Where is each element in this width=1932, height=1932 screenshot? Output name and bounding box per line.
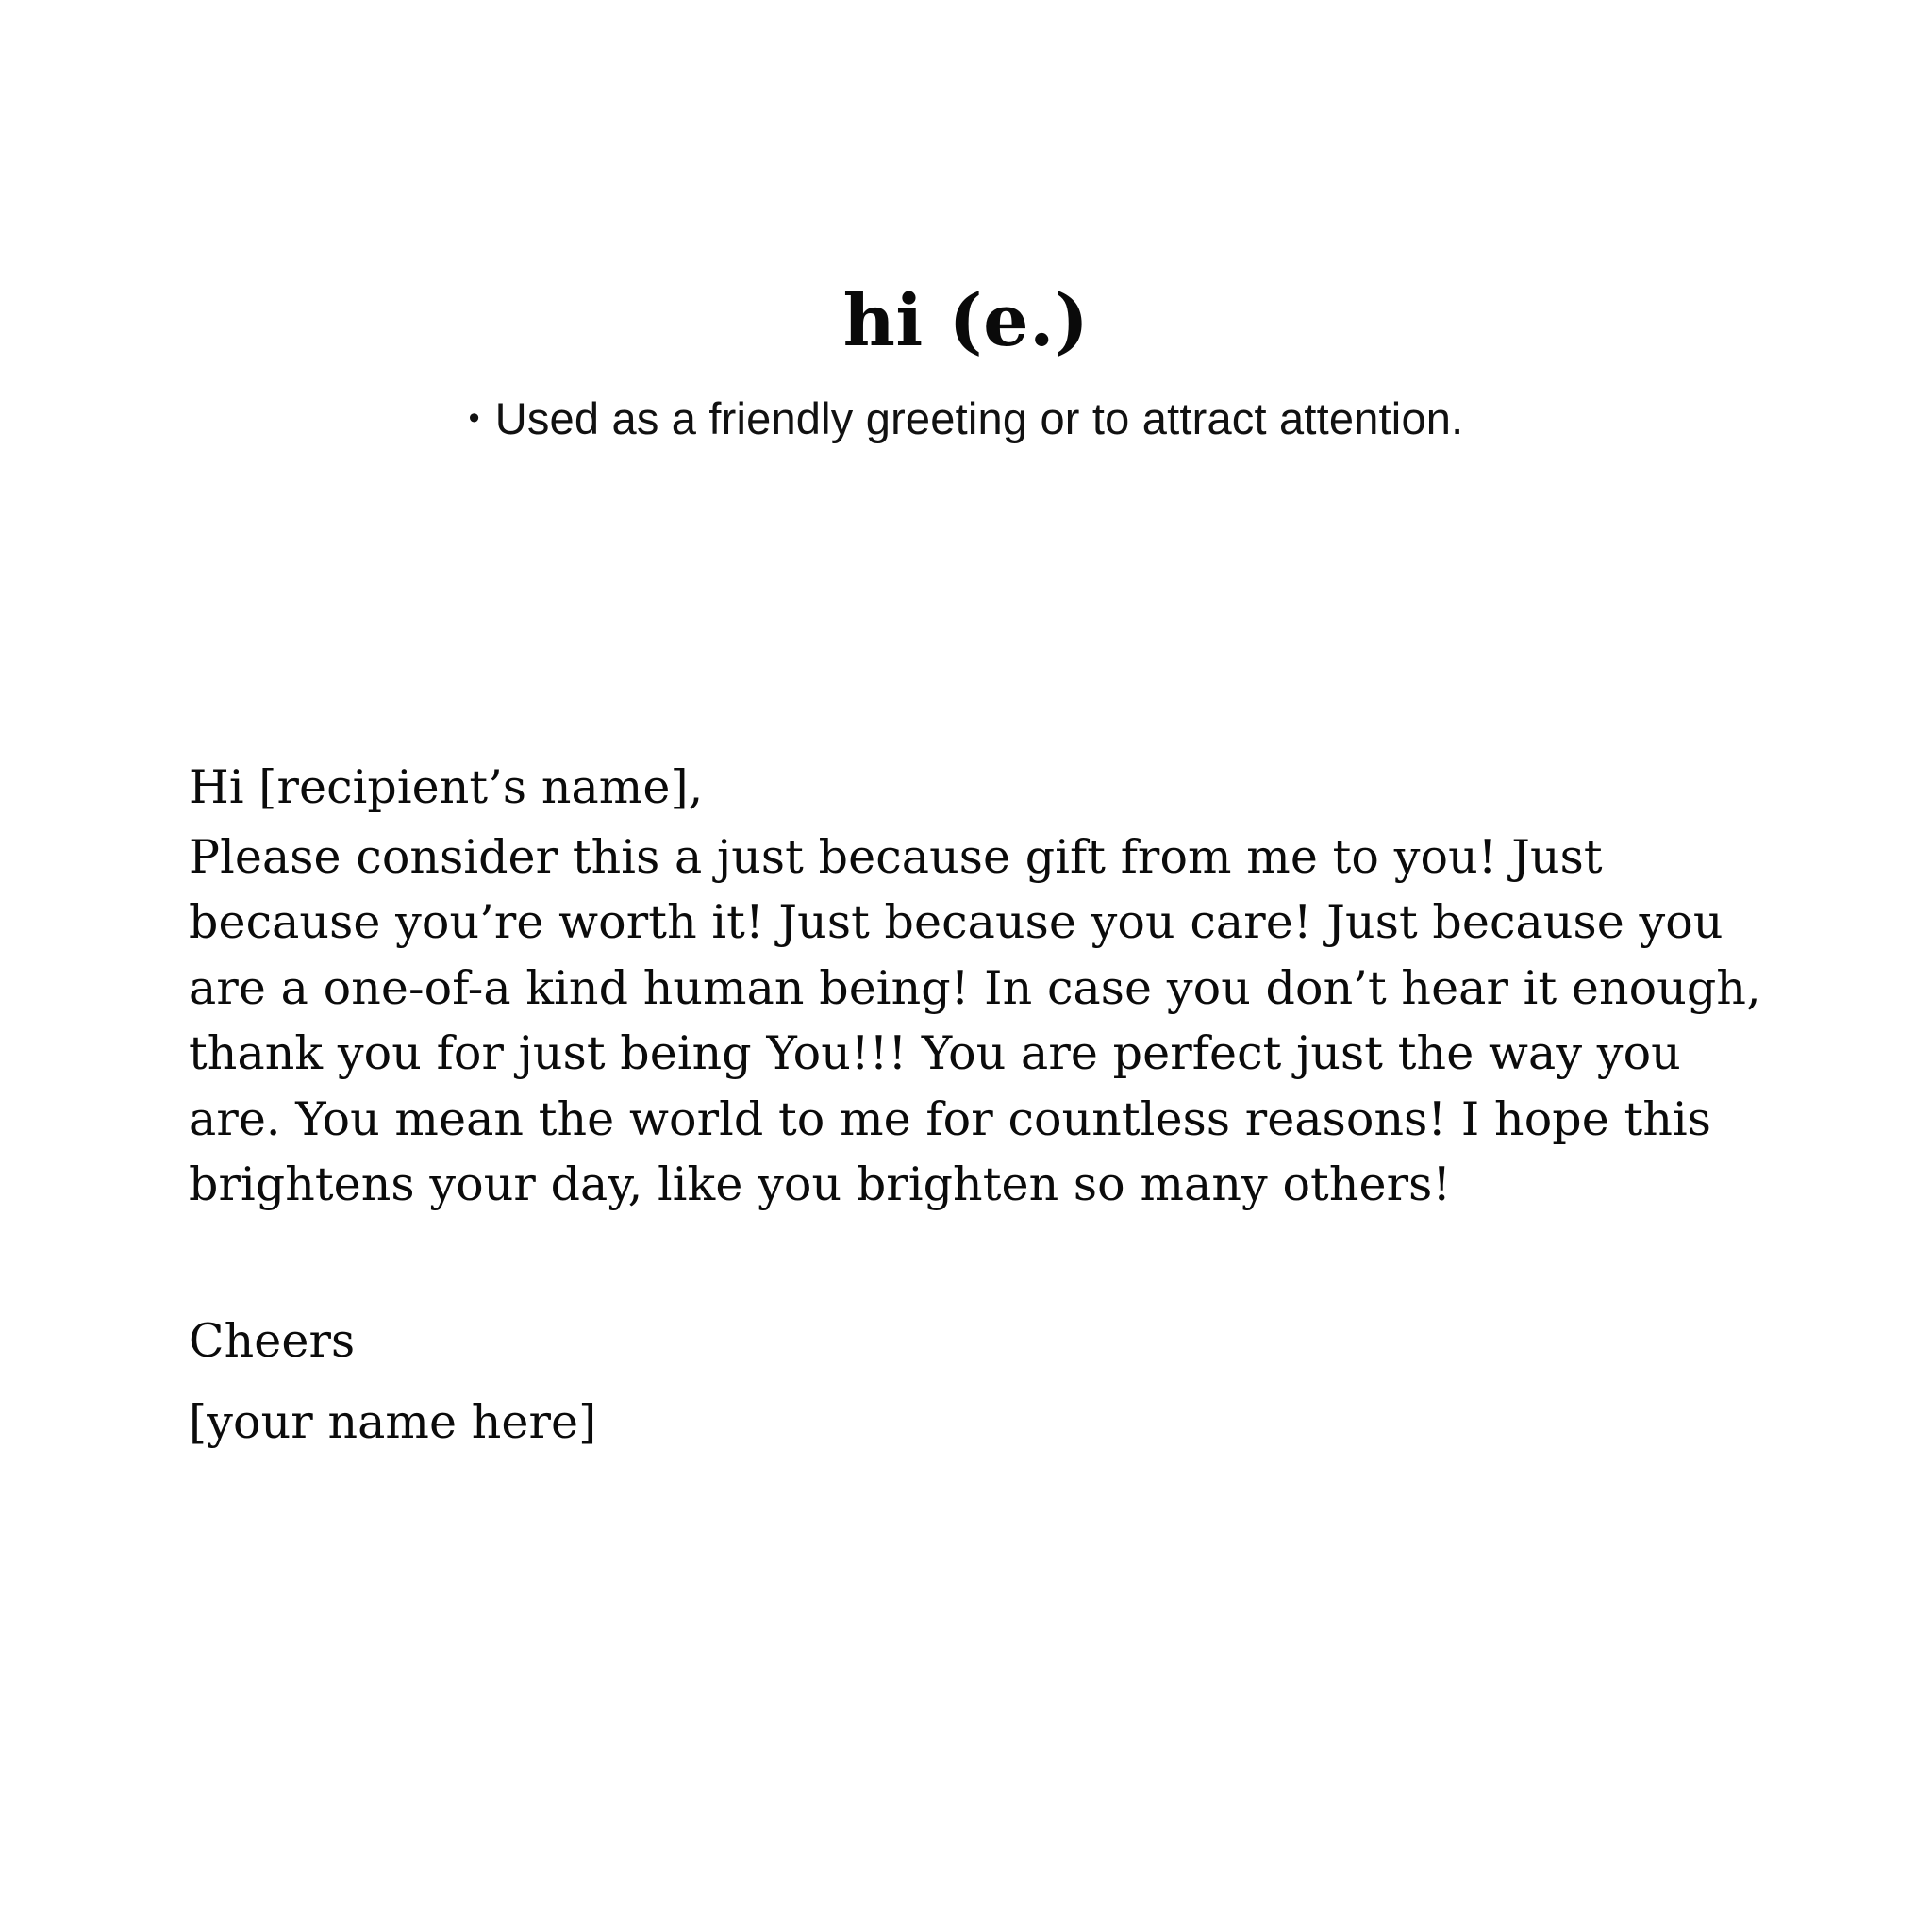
- letter-signature: [your name here]: [189, 1394, 597, 1449]
- letter-salutation: Hi [recipient’s name],: [189, 760, 704, 814]
- letter-message: Please consider this a just because gift from me to you! Just because you’re worth it! Just because you care! Just because you are a one-of-a kind human being! In case you don’t hear it enough, thank you for just being You!!! You are perfect just the way you are. You mean the world to me for countless reasons! I hope this brightens your day, like you brighten so many others!: [189, 829, 1761, 1212]
- definition-row: [0, 392, 1932, 444]
- bullet-icon: •: [468, 399, 480, 436]
- letter-closing: Cheers: [189, 1314, 356, 1369]
- dictionary-entry: [0, 278, 1932, 444]
- letter-body: [189, 755, 1774, 1455]
- page-title: hi (e.): [842, 278, 1090, 362]
- letter-signoff: [189, 1308, 1774, 1455]
- definition-text: Used as a friendly greeting or to attract attention.: [494, 392, 1464, 443]
